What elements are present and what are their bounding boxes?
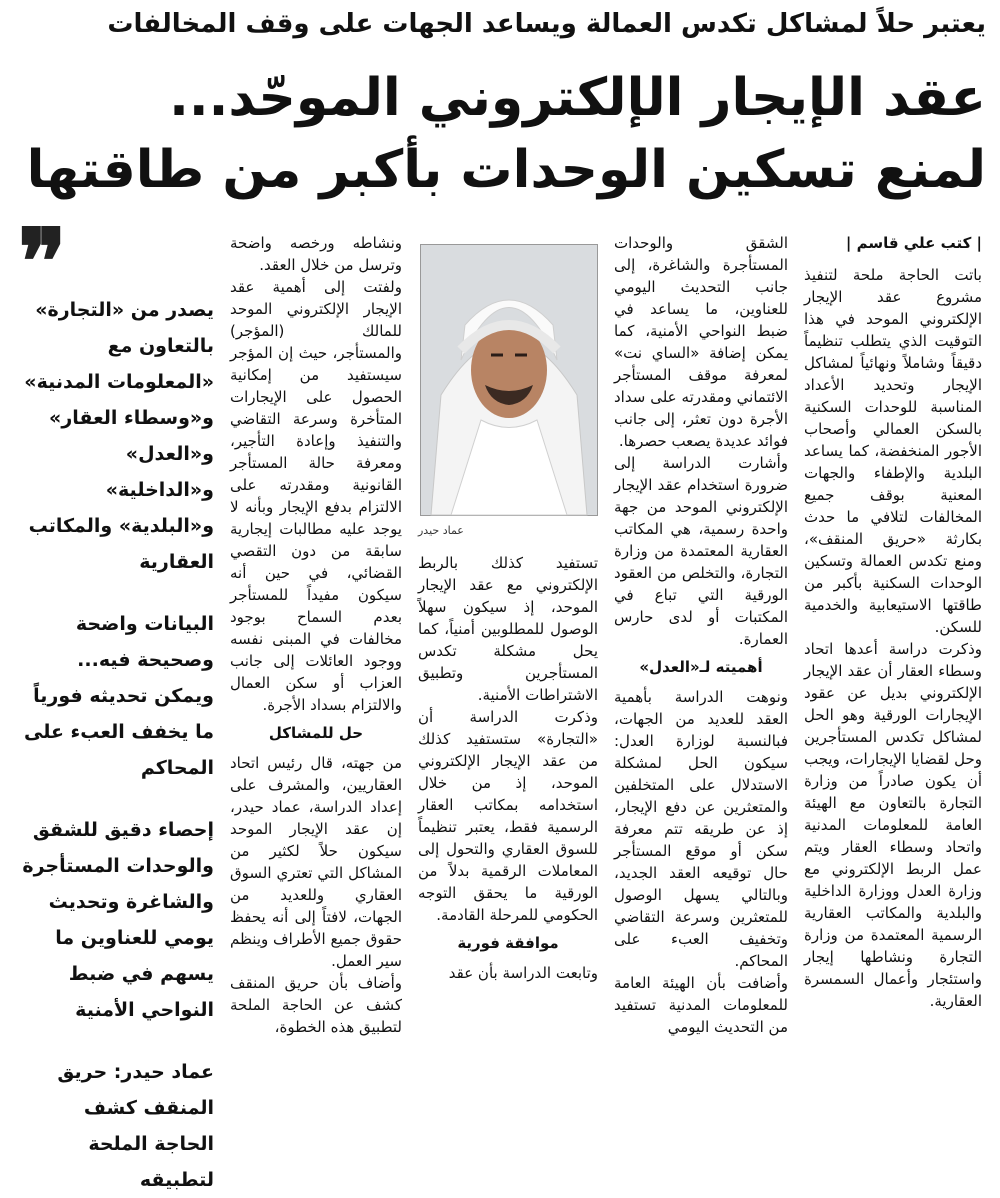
- byline: | كتب علي قاسم |: [845, 234, 982, 252]
- paragraph: الشقق والوحدات المستأجرة والشاغرة، إلى جانب التحديث اليومي للعناوين، ما يساعد في ضبط النواحي الأمنية، كما يمكن إضافة «الساي نت» لمعرفة موقف المستأجر الائتماني ومقدرته على سداد الأجرة دون تعثر، إلى جانب فوائد عديدة يصعب حصرها.: [614, 234, 788, 450]
- kicker: يعتبر حلاً لمشاكل تكدس العمالة ويساعد الجهات على وقف المخالفات: [107, 9, 986, 39]
- paragraph: وتابعت الدراسة بأن عقد: [448, 964, 598, 982]
- subheading: أهميته لـ«العدل»: [639, 658, 763, 676]
- paragraph: ولفتت إلى أهمية عقد الإيجار الإلكتروني الموحد للمالك (المؤجر) والمستأجر، حيث إن المؤجر سيستفيد من إمكانية الحصول على الإيجارات المتأخرة وسرعة التقاضي والتنفيذ وإعادة التأجير، ومعرفة حالة المستأجر القانونية ومقدرته على الالتزام بدفع الإيجار وبأنه لا يوجد عليه مطالبات إيجارية سابقة من دون التقصي القضائي، في حين أنه سيكون مفيداً للمستأجر بعدم السماح بوجود مخالفات في المبنى نفسه ووجود العائلات إلى جانب العزاب أو سكن العمال والالتزام بسداد الأجرة.: [230, 278, 402, 714]
- headline-line-1: عقد الإيجار الإلكتروني الموحّد...: [169, 68, 986, 128]
- pull-quote: عماد حيدر: حريق المنقف كشف الحاجة الملحة لتطبيقه: [57, 1061, 214, 1191]
- paragraph: من جهته، قال رئيس اتحاد العقاريين، والمشرف على إعداد الدراسة، عماد حيدر، إن عقد الإيجار الموحد سيكون حلاً لكثير من المشاكل التي تعتري السوق العقاري وللعديد من الجهات، لافتاً إلى أنه يحفظ حقوق جميع الأطراف وينظم سير العمل.: [230, 754, 402, 970]
- article-column-2: [614, 232, 788, 1036]
- headline-line-2: لمنع تسكين الوحدات بأكبر من طاقتها: [26, 140, 986, 200]
- pull-quote: البيانات واضحة وصحيحة فيه... ويمكن تحديثه فورياً ما يخفف العبء على المحاكم: [23, 613, 214, 779]
- headline: [14, 62, 986, 206]
- article-column-3: [418, 232, 598, 982]
- pull-quote: يصدر من «التجارة» بالتعاون مع «المعلومات المدنية» و«وسطاء العقار» و«العدل» و«الداخلية» و«البلدية» والمكاتب العقارية: [24, 299, 214, 573]
- photo-block: [418, 244, 598, 544]
- portrait-photo: [420, 244, 598, 516]
- column-3-text: [418, 552, 598, 982]
- photo-caption: عماد حيدر: [418, 524, 464, 537]
- paragraph: تستفيد كذلك بالربط الإلكتروني مع عقد الإيجار الموحد، إذ سيكون سهلاً الوصول للمطلوبين أمنياً، كما يحل مشكلة تكدس المستأجرين وتطبيق الاشتراطات الأمنية.: [418, 554, 598, 704]
- paragraph: باتت الحاجة ملحة لتنفيذ مشروع عقد الإيجار الإلكتروني الموحد في هذا التوقيت الذي يتطلب تنظيماً دقيقاً وشاملاً ونهائياً لمشاكل الإيجار وتحديد الأعداد المناسبة للوحدات السكنية بالسكن العمالي وأصحاب الأجور المنخفضة، كما يساعد البلدية والإطفاء والجهات المعنية بوقف جميع المخالفات لتلافي ما حدث بكارثة «حريق المنقف»، ومنع تكدس العمالة وتسكين الوحدات السكنية بأكبر من طاقتها الاستيعابية والخدمية للسكن.: [804, 266, 982, 636]
- article-column-1: [803, 232, 982, 1010]
- paragraph: وذكرت دراسة أعدها اتحاد وسطاء العقار أن عقد الإيجار الإلكتروني بديل عن عقود الإيجارات الورقية وهو الحل لمشاكل تكدس المستأجرين وحل لقضايا الإيجارات، ويجب أن يكون صادراً من وزارة التجارة بالتعاون مع الهيئة العامة للمعلومات المدنية واتحاد وسطاء العقار ويتم عمل الربط الإلكتروني مع وزارة العدل ووزارة الداخلية والبلدية والمكاتب العقارية الرسمية المعتمدة من وزارة التجارة ونشاطها إيجار واستئجار وأعمال السمسرة العقارية.: [803, 640, 982, 1010]
- subheading: موافقة فورية: [457, 934, 559, 952]
- paragraph: وذكرت الدراسة أن «التجارة» ستستفيد كذلك من عقد الإيجار الإلكتروني الموحد، إذ من خلال استخدامه بمكاتب العقار الرسمية فقط، يعتبر تنظيماً للسوق العقاري والتحول إلى المعاملات الرقمية بدلاً من الورقية ما يحقق التوجه الحكومي للمرحلة القادمة.: [418, 708, 598, 924]
- paragraph: وأضاف بأن حريق المنقف كشف عن الحاجة الملحة لتطبيق هذه الخطوة،: [230, 974, 402, 1036]
- quote-mark-icon: ❞: [18, 209, 67, 315]
- paragraph: وأشارت الدراسة إلى ضرورة استخدام عقد الإيجار الإلكتروني الموحد من جهة واحدة رسمية، هي المكاتب العقارية المعتمدة من وزارة التجارة، والتخلص من العقود الورقية التي تباع في المكتبات أو لدى حارس العمارة.: [614, 454, 788, 648]
- pull-quotes: [18, 209, 214, 1191]
- pull-quote: إحصاء دقيق للشقق والوحدات المستأجرة والشاغرة وتحديث يومي للعناوين ما يسهم في ضبط النواحي الأمنية: [22, 819, 214, 1021]
- paragraph: ونوهت الدراسة بأهمية العقد للعديد من الجهات، فبالنسبة لوزارة العدل: سيكون الحل لمشكلة الاستدلال على المتخلفين والمتعثرين عن دفع الإيجار، إذ عن طريقه تتم معرفة سكن أو موقع المستأجر حال توقيعه العقد الجديد، وبالتالي يسهل الوصول للمتعثرين وسرعة التقاضي وتخفيف العبء على المحاكم.: [614, 688, 788, 970]
- subheading: حل للمشاكل: [268, 724, 364, 742]
- paragraph: ونشاطه ورخصه واضحة وترسل من خلال العقد.: [230, 234, 402, 274]
- paragraph: وأضافت بأن الهيئة العامة للمعلومات المدنية تستفيد من التحديث اليومي: [614, 974, 788, 1036]
- article-column-4: [230, 232, 402, 1036]
